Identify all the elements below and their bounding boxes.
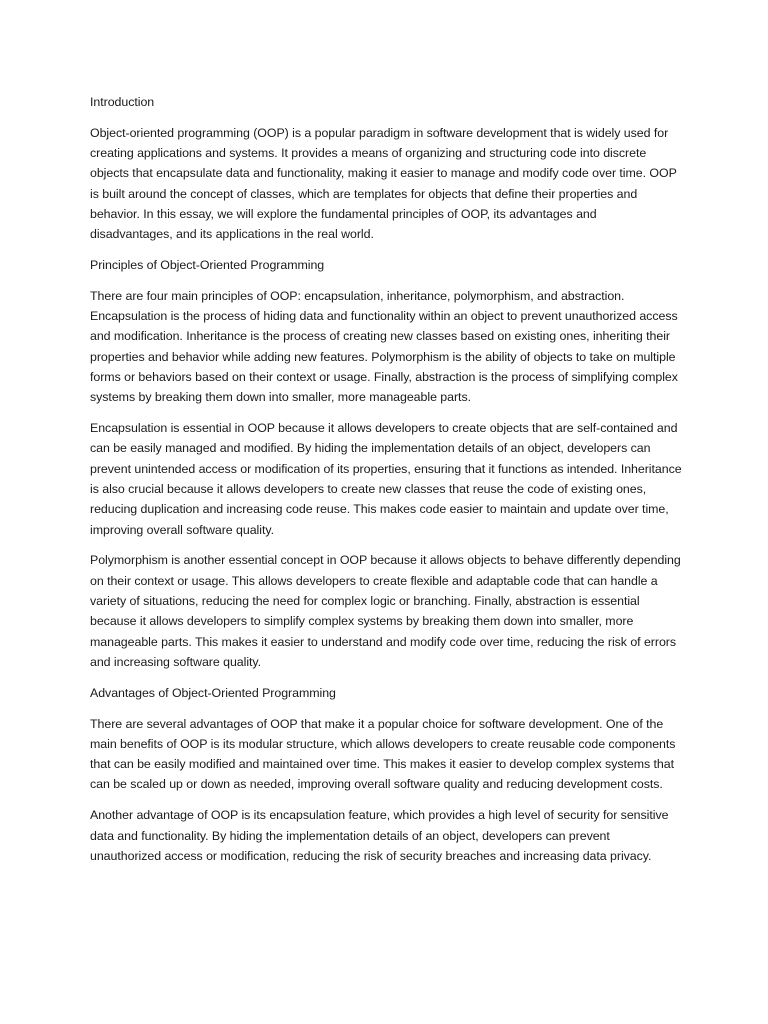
- heading-principles: Principles of Object-Oriented Programming: [90, 258, 325, 273]
- paragraph-intro: Object-oriented programming (OOP) is a popular paradigm in software development that is widely used for creating applications and systems. It provides a means of organizing and structuring code into discrete objects that encapsulate data and functionality, making it easier to manage and modify code over time. OOP is built around the concept of classes, which are templates for objects that define their properties and behavior. In this essay, we will explore the fundamental principles of OOP, its advantages and disadvantages, and its applications in the real world.: [90, 125, 677, 242]
- paragraph-security: Another advantage of OOP is its encapsulation feature, which provides a high level of security for sensitive data and functionality. By hiding the implementation details of an object, developers can prevent unauthorized access or modification, reducing the risk of security breaches and increasing data privacy.: [90, 808, 669, 863]
- paragraph-modular-structure: There are several advantages of OOP that make it a popular choice for software development. One of the main benefits of OOP is its modular structure, which allows developers to create reusable code components that can be easily modified and maintained over time. This makes it easier to develop complex systems that can be scaled up or down as needed, improving overall software quality and reducing development costs.: [90, 716, 676, 792]
- heading-advantages: Advantages of Object-Oriented Programming: [90, 685, 336, 700]
- paragraph-polymorphism-abstraction: Polymorphism is another essential concept in OOP because it allows objects to behave differently depending on their context or usage. This allows developers to create flexible and adaptable code that can handle a variety of situations, reducing the need for complex logic or branching. Finally, abstraction is essential because it allows developers to simplify complex systems by breaking them down into smaller, more manageable parts. This makes it easier to understand and modify code over time, reducing the risk of errors and increasing software quality.: [90, 553, 681, 669]
- heading-introduction: Introduction: [90, 95, 155, 109]
- paragraph-encapsulation-inheritance: Encapsulation is essential in OOP because it allows developers to create objects that are self-contained and can be easily managed and modified. By hiding the implementation details of an object, developers can prevent unintended access or modification of its properties, ensuring that it functions as intended. Inheritance is also crucial because it allows developers to create new classes that reuse the code of existing ones, reducing duplication and increasing code reuse. This makes code easier to maintain and update over time, improving overall software quality.: [90, 421, 682, 537]
- paragraph-four-principles: There are four main principles of OOP: encapsulation, inheritance, polymorphism, and abstraction. Encapsulation is the process of hiding data and functionality within an object to prevent unauthorized access and modification. Inheritance is the process of creating new classes based on existing ones, inheriting their properties and behavior while adding new features. Polymorphism is the ability of objects to take on multiple forms or behaviors based on their context or usage. Finally, abstraction is the process of simplifying complex systems by breaking them down into smaller, more manageable parts.: [90, 288, 678, 405]
- document-page: [90, 92, 682, 877]
